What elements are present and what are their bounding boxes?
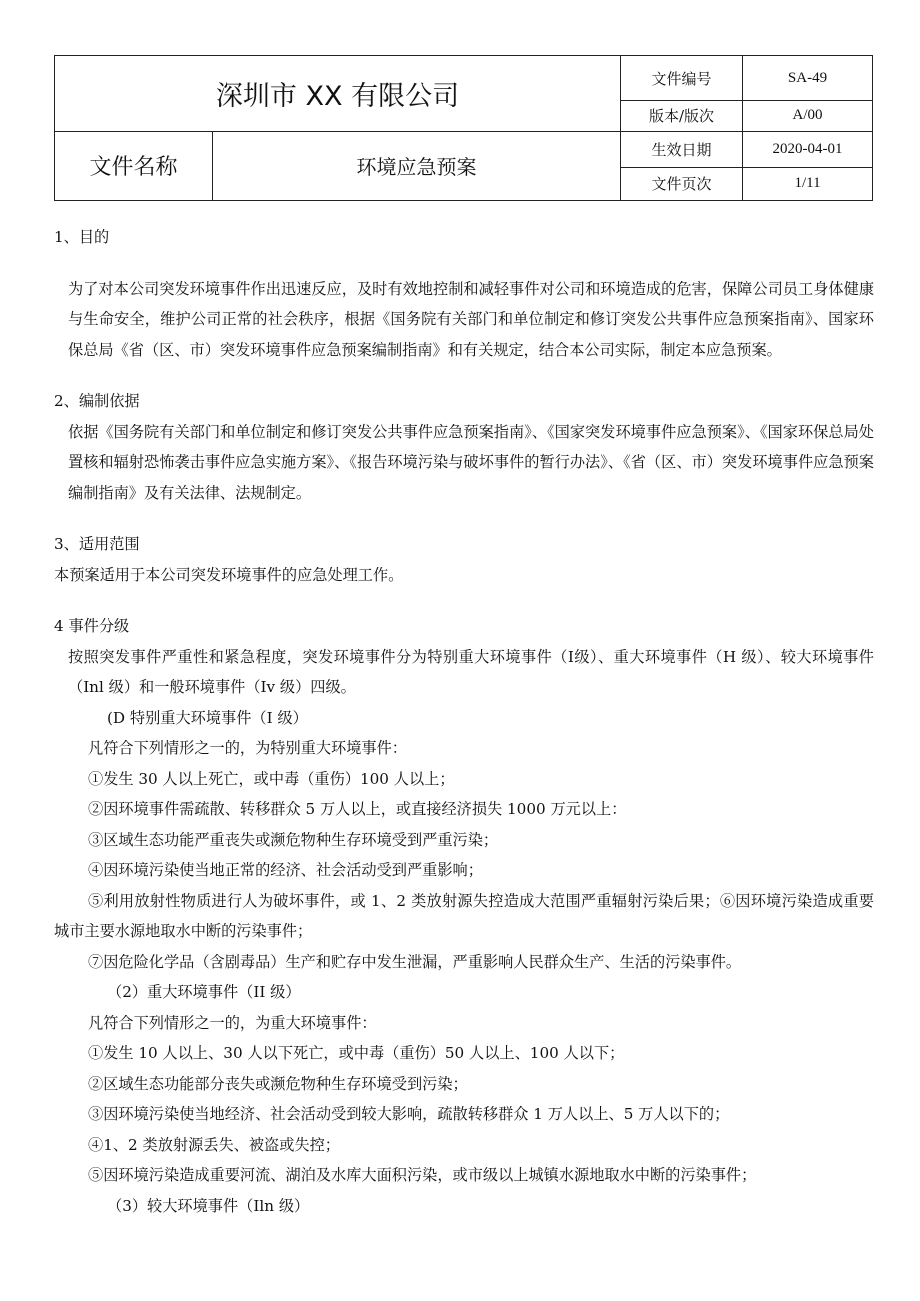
level-2-item: ②区域生态功能部分丧失或濒危物种生存环境受到污染；	[88, 1074, 468, 1093]
level-2-intro: 凡符合下列情形之一的，为重大环境事件：	[88, 1013, 377, 1032]
effective-date-label: 生效日期	[621, 131, 743, 167]
level-1-item: ②因环境事件需疏散、转移群众 5 万人以上，或直接经济损失 1000 万元以上：	[88, 800, 627, 818]
level-2-item: ④1、2 类放射源丢失、被盗或失控；	[88, 1135, 340, 1154]
section-1-paragraph: 为了对本公司突发环境事件作出迅速反应，及时有效地控制和减轻事件对公司和环境造成的危害，保障公司员工身体健康与生命安全，维护公司正常的社会秩序，根据《国务院有关部门和单位制定和修订突发公共事件应急预案指南》、国家环保总局《省（区、市）突发环境事件应急预案编制指南》和有关规定，结合本公司实际，制定本应急预案。	[68, 279, 874, 359]
section-4-heading: 4 事件分级	[54, 617, 130, 635]
level-1-intro: 凡符合下列情形之一的，为特别重大环境事件：	[88, 739, 407, 757]
section-2-paragraph: 依据《国务院有关部门和单位制定和修订突发公共事件应急预案指南》、《国家突发环境事件应急预案》、《国家环保总局处置核和辐射恐怖袭击事件应急实施方案》、《报告环境污染与破坏事件的暂行办法》、《省（区、市）突发环境事件应急预案编制指南》及有关法律、法规制定。	[68, 422, 874, 502]
version-label: 版本/版次	[621, 101, 743, 131]
document-body	[54, 222, 874, 1221]
level-1-item: ⑤利用放射性物质进行人为破坏事件，或 1、2 类放射源失控造成大范围严重辐射污染后果；⑥因环境污染造成重要城市主要水源地取水中断的污染事件；	[54, 891, 874, 940]
level-1-item: ④因环境污染使当地正常的经济、社会活动受到严重影响；	[88, 861, 483, 879]
section-2-heading: 2、编制依据	[54, 392, 140, 410]
level-2-heading: （2）重大环境事件（II 级）	[107, 983, 301, 1001]
level-1-item: ⑦因危险化学品（含剧毒品）生产和贮存中发生泄漏，严重影响人民群众生产、生活的污染事件。	[88, 952, 742, 971]
section-4-paragraph: 按照突发事件严重性和紧急程度，突发环境事件分为特别重大环境事件（Ⅰ级）、重大环境事件（H 级）、较大环境事件（Inl 级）和一般环境事件（Iv 级）四级。	[68, 647, 874, 696]
file-name-label: 文件名称	[55, 131, 213, 200]
level-1-item: ①发生 30 人以上死亡，或中毒（重伤）100 人以上；	[88, 769, 455, 788]
level-2-item: ⑤因环境污染造成重要河流、湖泊及水库大面积污染，或市级以上城镇水源地取水中断的污染事件；	[88, 1166, 757, 1184]
section-3-paragraph: 本预案适用于本公司突发环境事件的应急处理工作。	[54, 565, 404, 584]
level-1-item: ③区域生态功能严重丧失或濒危物种生存环境受到严重污染；	[88, 830, 499, 849]
effective-date-value: 2020-04-01	[743, 131, 873, 167]
version-value: A/00	[743, 101, 873, 131]
level-3-heading: （3）较大环境事件（Iln 级）	[107, 1196, 310, 1215]
level-1-heading: (D 特别重大环境事件（I 级）	[107, 708, 308, 727]
page-value: 1/11	[743, 167, 873, 200]
level-2-item: ①发生 10 人以上、30 人以下死亡，或中毒（重伤）50 人以上、100 人以下；	[88, 1044, 625, 1062]
doc-number-value: SA-49	[743, 56, 873, 101]
doc-number-label: 文件编号	[621, 56, 743, 101]
level-2-item: ③因环境污染使当地经济、社会活动受到较大影响，疏散转移群众 1 万人以上、5 万人以下的；	[88, 1105, 730, 1123]
company-name: 深圳市 XX 有限公司	[55, 56, 621, 132]
section-3-heading: 3、适用范围	[54, 535, 140, 553]
file-name-value: 环境应急预案	[213, 131, 621, 200]
document-header-table	[54, 55, 873, 201]
page-label: 文件页次	[621, 167, 743, 200]
section-1-heading: 1、目的	[54, 228, 110, 246]
